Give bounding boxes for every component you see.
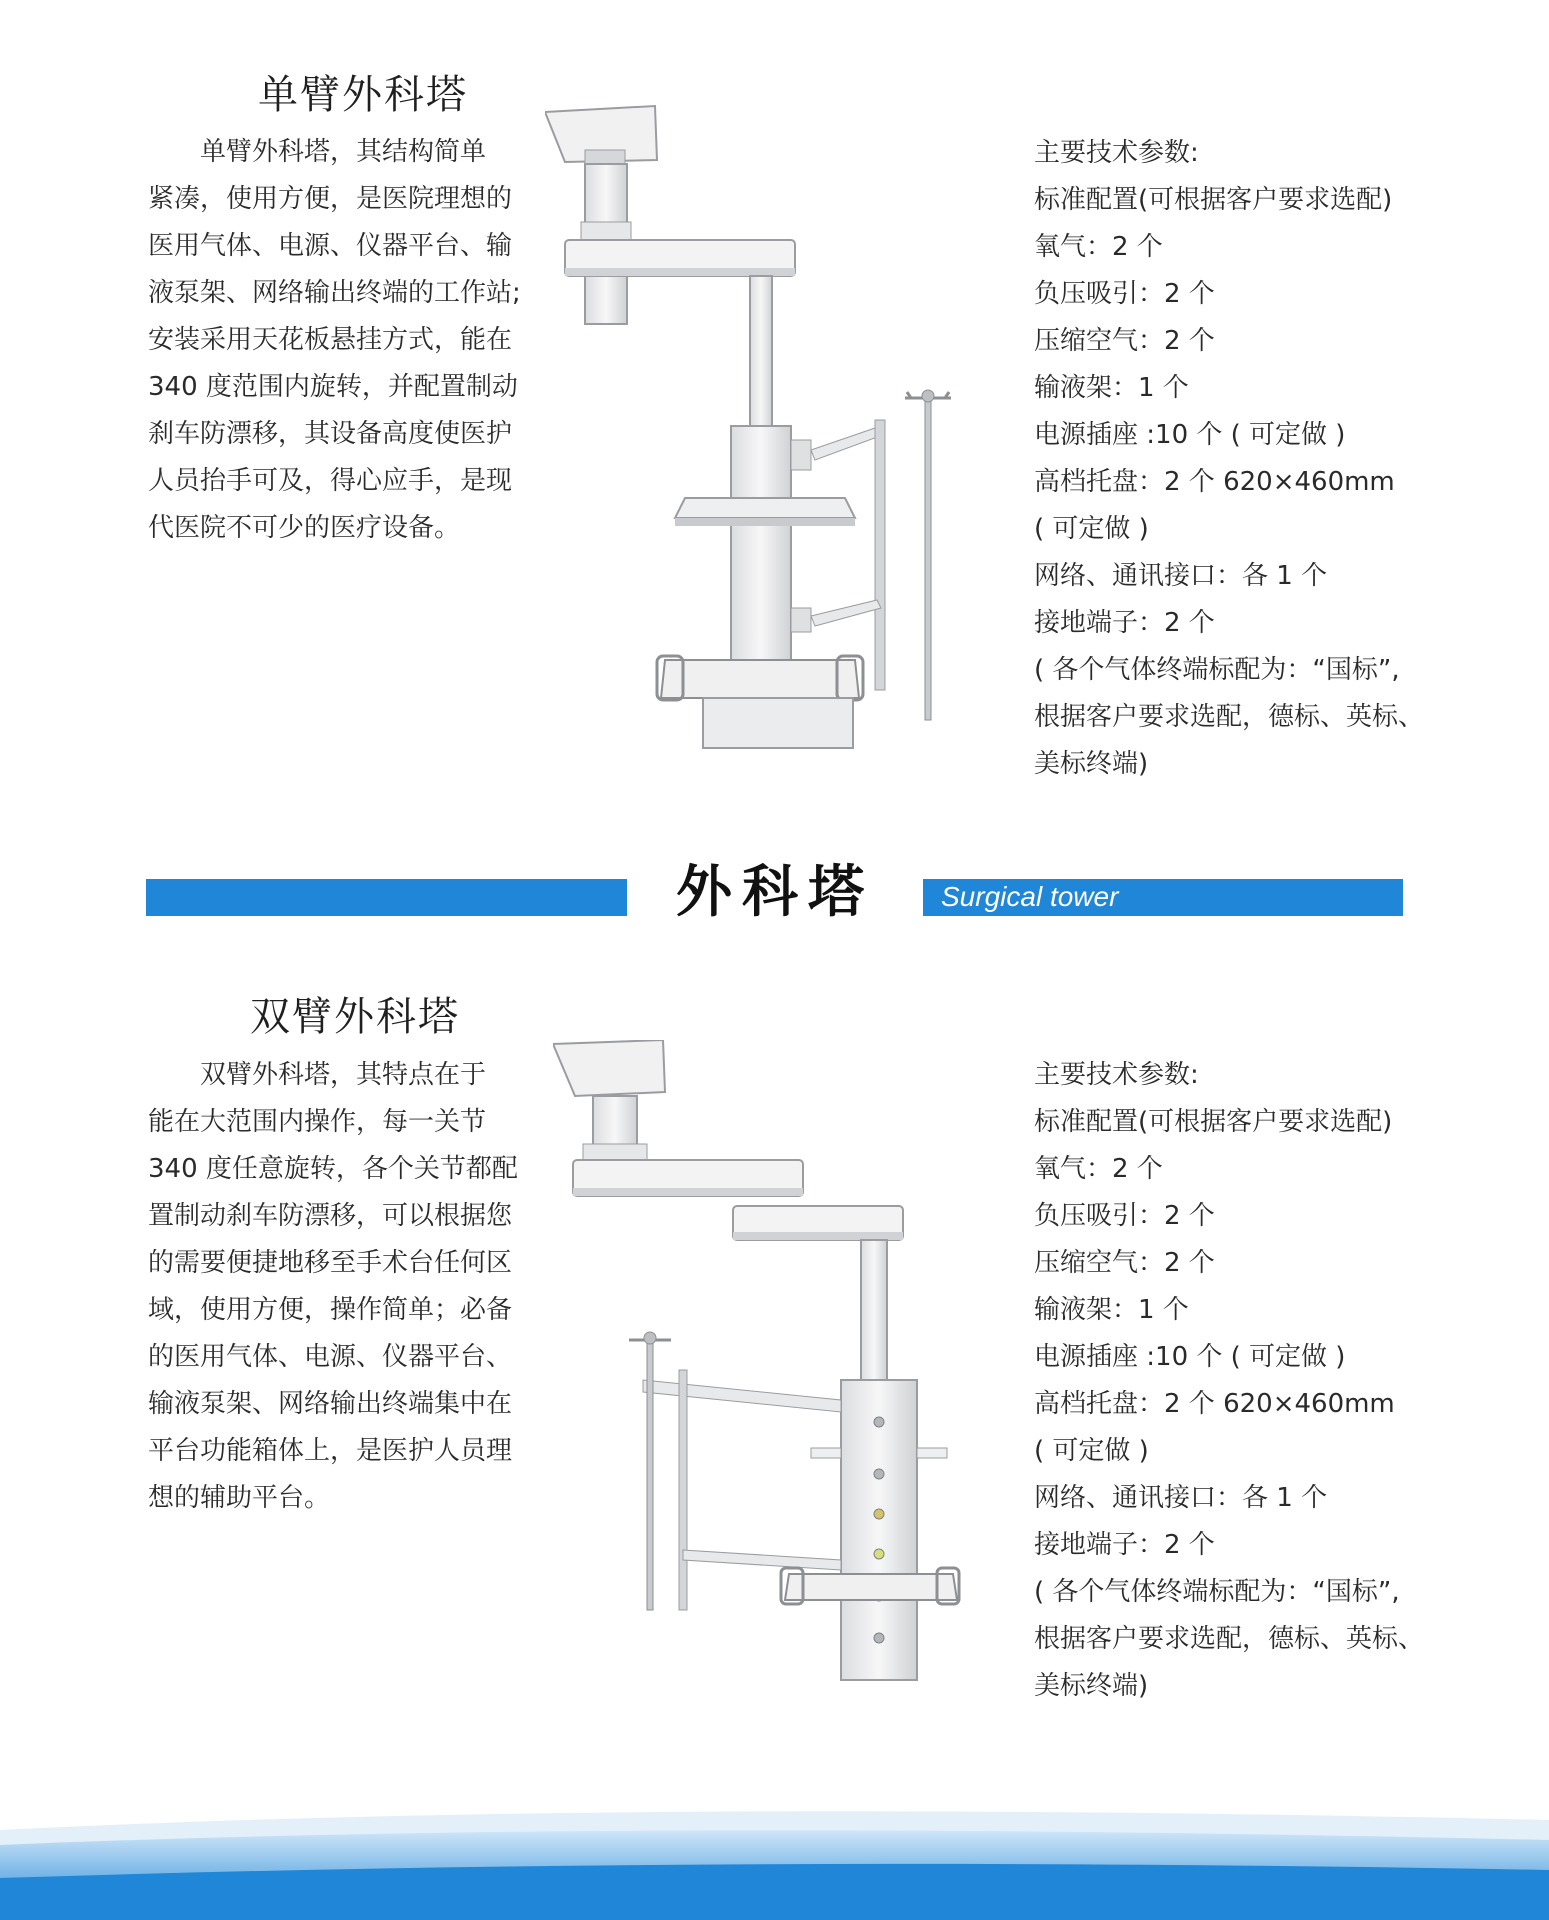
spec-line: 负压吸引：2 个 [1034,1201,1215,1231]
spec-line: 压缩空气：2 个 [1034,1248,1215,1278]
desc-line: 的需要便捷地移至手术台任何区 [148,1248,513,1278]
double-arm-pendant-image [553,1040,973,1700]
desc-line: 想的辅助平台。 [148,1483,331,1513]
spec-line: 氧气：2 个 [1034,1154,1163,1184]
spec-line: 负压吸引：2 个 [1034,279,1215,309]
section1-title: 单臂外科塔 [258,72,468,118]
desc-line: 的医用气体、电源、仪器平台、 [148,1342,513,1372]
banner-subtitle: Surgical tower [941,881,1119,912]
bottom-wave-decoration [0,1800,1549,1920]
spec-line: 接地端子：2 个 [1034,608,1215,638]
spec-line: 电源插座 :10 个 ( 可定做 ) [1034,1342,1346,1372]
spec-line: 根据客户要求选配，德标、英标、 [1034,1624,1425,1654]
spec-line: 输液架：1 个 [1034,373,1189,403]
spec-line: 输液架：1 个 [1034,1295,1189,1325]
desc-line: 能在大范围内操作，每一关节 [148,1107,487,1137]
banner-right-bar [923,879,1403,916]
spec-line: ( 可定做 ) [1034,1436,1149,1466]
spec-line: 网络、通讯接口：各 1 个 [1034,1483,1328,1513]
spec-line: 电源插座 :10 个 ( 可定做 ) [1034,420,1346,450]
desc-line: 域，使用方便，操作简单；必备 [148,1295,513,1325]
desc-line: 安装采用天花板悬挂方式，能在 [148,325,513,355]
desc-line: 代医院不可少的医疗设备。 [148,513,461,543]
section2-specs [1034,1052,1424,1710]
section2-description [148,1052,518,1522]
desc-line: 紧凑，使用方便，是医院理想的 [148,184,513,214]
spec-line: ( 可定做 ) [1034,514,1149,544]
spec-line: 根据客户要求选配，德标、英标、 [1034,702,1425,732]
desc-line: 置制动刹车防漂移，可以根据您 [148,1201,513,1231]
section1-specs [1034,130,1424,788]
spec-line: ( 各个气体终端标配为：“国标”, [1034,1577,1400,1607]
section2-title: 双臂外科塔 [250,994,460,1040]
spec-line: 接地端子：2 个 [1034,1530,1215,1560]
desc-line: 340 度范围内旋转，并配置制动 [148,372,518,402]
banner-title: 外科塔 [676,859,874,925]
spec-line: 高档托盘：2 个 620×460mm [1034,467,1395,497]
spec-line: 压缩空气：2 个 [1034,326,1215,356]
desc-line: 单臂外科塔，其结构简单 [200,137,487,167]
spec-line: 标准配置(可根据客户要求选配) [1034,185,1393,215]
spec-line: 标准配置(可根据客户要求选配) [1034,1107,1393,1137]
spec-line: 网络、通讯接口：各 1 个 [1034,561,1328,591]
spec-line: 美标终端) [1034,1671,1149,1701]
spec-line: ( 各个气体终端标配为：“国标”, [1034,655,1400,685]
desc-line: 双臂外科塔，其特点在于 [200,1060,487,1090]
spec-line: 高档托盘：2 个 620×460mm [1034,1389,1395,1419]
banner-left-bar [146,879,627,916]
spec-line: 主要技术参数: [1034,138,1199,168]
desc-line: 液泵架、网络输出终端的工作站; [148,278,521,308]
section1-description [148,129,521,552]
desc-line: 340 度任意旋转，各个关节都配 [148,1154,518,1184]
spec-line: 氧气：2 个 [1034,232,1163,262]
spec-line: 美标终端) [1034,749,1149,779]
single-arm-pendant-image [545,100,985,760]
desc-line: 输液泵架、网络输出终端集中在 [148,1389,513,1419]
desc-line: 医用气体、电源、仪器平台、输 [148,231,513,261]
desc-line: 人员抬手可及，得心应手，是现 [148,466,513,496]
desc-line: 刹车防漂移，其设备高度使医护 [148,419,513,449]
desc-line: 平台功能箱体上，是医护人员理 [148,1436,513,1466]
spec-line: 主要技术参数: [1034,1060,1199,1090]
